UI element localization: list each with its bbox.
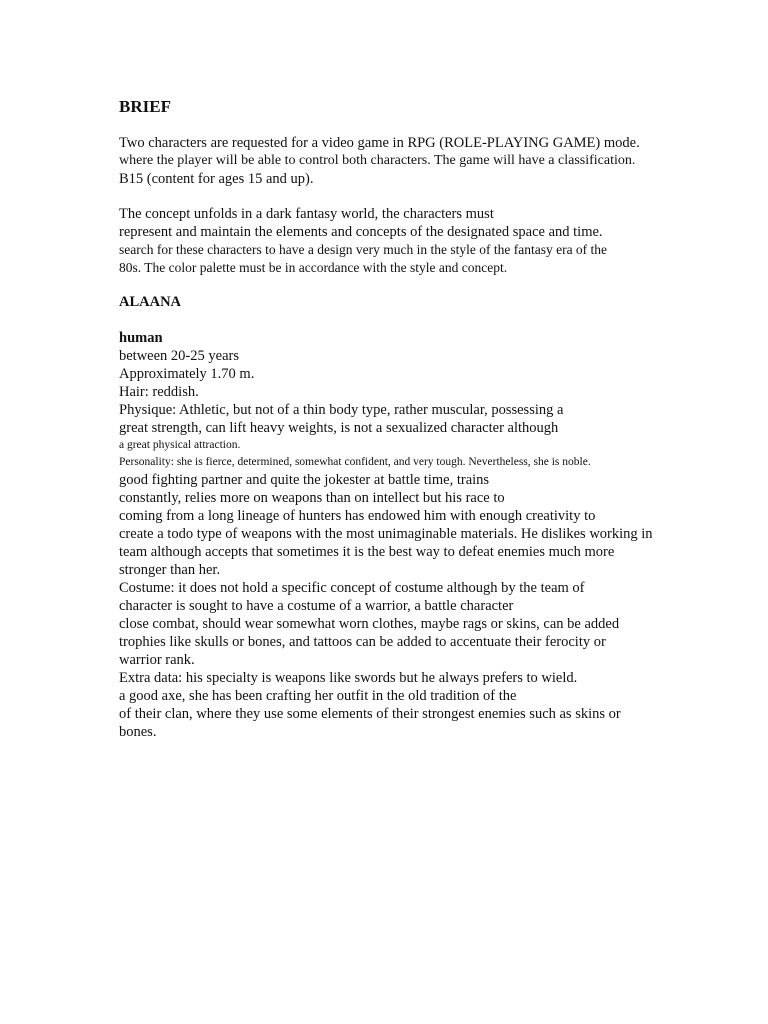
text-line: The concept unfolds in a dark fantasy world, the characters must	[119, 206, 494, 222]
character-name-heading: ALAANA	[119, 294, 182, 310]
text-line: team although accepts that sometimes it is the best way to defeat enemies much more	[119, 544, 615, 560]
intro-paragraph-2	[119, 205, 699, 276]
text-line: Extra data: his specialty is weapons like swords but he always prefers to wield.	[119, 670, 578, 686]
race-heading: human	[119, 330, 163, 346]
document-title: BRIEF	[119, 97, 171, 116]
text-line: of their clan, where they use some elements of their strongest enemies such as skins or	[119, 706, 621, 722]
text-line: Approximately 1.70 m.	[119, 366, 255, 382]
text-line: between 20-25 years	[119, 348, 239, 364]
text-line: Hair: reddish.	[119, 384, 199, 400]
text-line: Two characters are requested for a video game in RPG (ROLE-PLAYING GAME) mode.	[119, 135, 640, 151]
character-description	[119, 329, 699, 741]
text-line: a good axe, she has been crafting her outfit in the old tradition of the	[119, 688, 517, 704]
text-line: good fighting partner and quite the jokester at battle time, trains	[119, 472, 490, 488]
text-line: a great physical attraction.	[119, 439, 241, 451]
text-line: character is sought to have a costume of a warrior, a battle character	[119, 598, 514, 614]
text-line: create a todo type of weapons with the most unimaginable materials. He dislikes working in	[119, 526, 653, 542]
text-line: coming from a long lineage of hunters has endowed him with enough creativity to	[119, 508, 596, 524]
text-line: represent and maintain the elements and concepts of the designated space and time.	[119, 224, 603, 240]
text-line: stronger than her.	[119, 562, 221, 578]
text-line: great strength, can lift heavy weights, is not a sexualized character although	[119, 420, 559, 436]
text-line: bones.	[119, 724, 157, 740]
text-line: Physique: Athletic, but not of a thin body type, rather muscular, possessing a	[119, 402, 564, 418]
text-line: Personality: she is fierce, determined, somewhat confident, and very tough. Nevertheless, she is noble.	[119, 456, 591, 468]
document-page	[119, 96, 699, 741]
text-line: trophies like skulls or bones, and tattoos can be added to accentuate their ferocity or	[119, 634, 606, 650]
text-line: Costume: it does not hold a specific concept of costume although by the team of	[119, 580, 585, 596]
text-line: B15 (content for ages 15 and up).	[119, 171, 314, 187]
text-line: close combat, should wear somewhat worn clothes, maybe rags or skins, can be added	[119, 616, 620, 632]
intro-paragraph-1	[119, 134, 699, 188]
text-line: constantly, relies more on weapons than on intellect but his race to	[119, 490, 505, 506]
text-line: 80s. The color palette must be in accordance with the style and concept.	[119, 259, 508, 275]
text-line: where the player will be able to control both characters. The game will have a classification.	[119, 153, 636, 168]
text-line: search for these characters to have a design very much in the style of the fantasy era of the	[119, 242, 608, 257]
text-line: warrior rank.	[119, 652, 195, 668]
